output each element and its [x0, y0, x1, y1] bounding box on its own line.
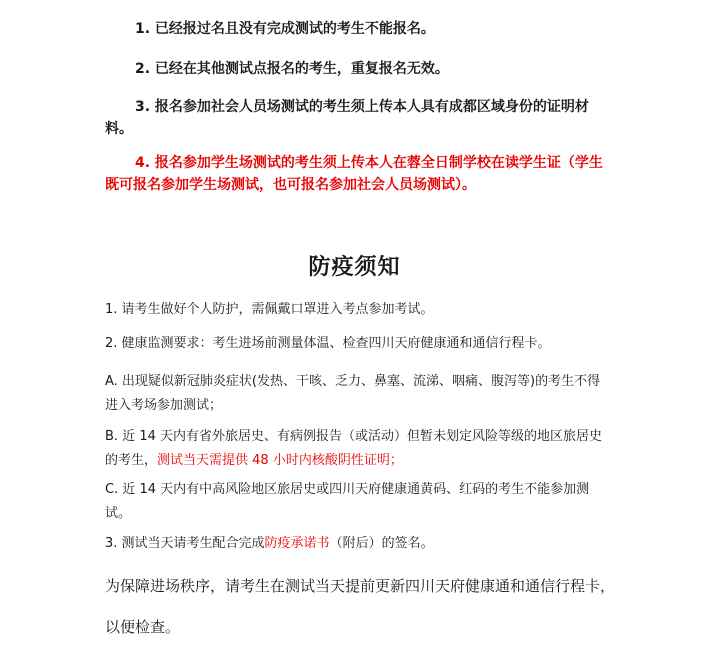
notice-item-2: 2. 健康监测要求：考生进场前测量体温、检查四川天府健康通和通信行程卡。 [105, 336, 551, 351]
notice-item-c: C. 近 14 天内有中高风险地区旅居史或四川天府健康通黄码、红码的考生不能参加测试。 [105, 482, 590, 521]
notice-item-3-text: 3. 测试当天请考生配合完成 [105, 536, 265, 551]
notice-item-1: 1. 请考生做好个人防护，需佩戴口罩进入考点参加考试。 [105, 302, 434, 317]
notice-item-a: A. 出现疑似新冠肺炎症状(发热、干咳、乏力、鼻塞、流涕、咽痛、腹泻等)的考生不得进入考场参加测试； [105, 374, 601, 413]
notice-item-b-highlight: 测试当天需提供 48 小时内核酸阴性证明； [157, 453, 403, 468]
rule-3: 3. 报名参加社会人员场测试的考生须上传本人具有成都区域身份的证明材料。 [105, 99, 589, 137]
notice-item-b [105, 425, 607, 473]
notice-item-3 [105, 532, 607, 556]
rule-2: 2. 已经在其他测试点报名的考生，重复报名无效。 [135, 61, 449, 77]
notice-item-b-text: B. 近 14 天内有省外旅居史、有病例报告（或活动）但暂未划定风险等级的地区旅居史的考生， [105, 429, 602, 468]
section-title: 防疫须知 [308, 255, 401, 280]
notice-item-3-end: （附后）的签名。 [329, 536, 434, 551]
rule-4: 4. 报名参加学生场测试的考生须上传本人在蓉全日制学校在读学生证（学生既可报名参加学生场测试，也可报名参加社会人员场测试）。 [105, 155, 603, 193]
rule-1: 1. 已经报过名且没有完成测试的考生不能报名。 [135, 21, 435, 37]
pledge-link[interactable]: 防疫承诺书 [264, 536, 330, 551]
closing-paragraph: 为保障进场秩序，请考生在测试当天提前更新四川天府健康通和通信行程卡，以便检查。 [105, 577, 616, 636]
